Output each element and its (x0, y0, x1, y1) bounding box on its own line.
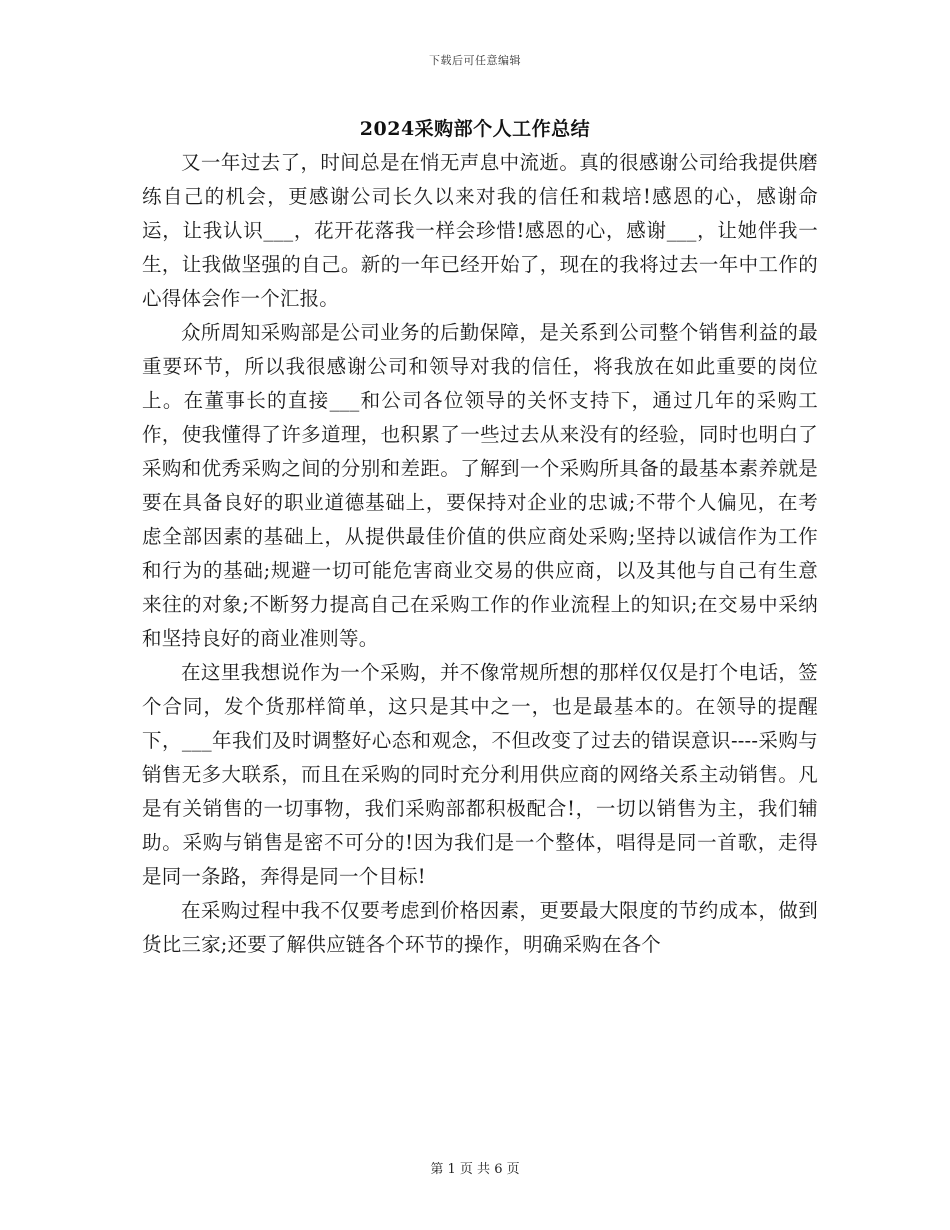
paragraph-4: 在采购过程中我不仅要考虑到价格因素，更要最大限度的节约成本，做到货比三家;还要了解供应链各个环节的操作，明确采购在各个 (142, 899, 818, 956)
document-body (142, 146, 818, 962)
paragraph-3: 在这里我想说作为一个采购，并不像常规所想的那样仅仅是打个电话，签个合同，发个货那样简单，这只是其中之一，也是最基本的。在领导的提醒下，___年我们及时调整好心态和观念，不但改变了过去的错误意识----采购与销售无多大联系，而且在采购的同时充分利用供应商的网络关系主动销售。凡是有关销售的一切事物，我们采购部都积极配合!，一切以销售为主，我们辅助。采购与销售是密不可分的!因为我们是一个整体，唱得是同一首歌，走得是同一条路，奔得是同一个目标! (142, 661, 818, 888)
paragraph-2: 众所周知采购部是公司业务的后勤保障，是关系到公司整个销售利益的最重要环节，所以我很感谢公司和领导对我的信任，将我放在如此重要的岗位上。在董事长的直接___和公司各位领导的关怀支持下，通过几年的采购工作，使我懂得了许多道理，也积累了一些过去从来没有的经验，同时也明白了采购和优秀采购之间的分别和差距。了解到一个采购所具备的最基本素养就是要在具备良好的职业道德基础上，要保持对企业的忠诚;不带个人偏见，在考虑全部因素的基础上，从提供最佳价值的供应商处采购;坚持以诚信作为工作和行为的基础;规避一切可能危害商业交易的供应商，以及其他与自己有生意来往的对象;不断努力提高自己在采购工作的作业流程上的知识;在交易中采纳和坚持良好的商业准则等。 (142, 321, 818, 650)
document-title: 2024采购部个人工作总结 (359, 118, 591, 140)
page-number: 第 1 页 共 6 页 (430, 1162, 520, 1177)
header-note: 下载后可任意编辑 (429, 54, 521, 67)
paragraph-1: 又一年过去了，时间总是在悄无声息中流逝。真的很感谢公司给我提供磨练自己的机会，更感谢公司长久以来对我的信任和栽培!感恩的心，感谢命运，让我认识___，花开花落我一样会珍惜!感恩的心，感谢___，让她伴我一生，让我做坚强的自己。新的一年已经开始了，现在的我将过去一年中工作的心得体会作一个汇报。 (142, 151, 818, 310)
